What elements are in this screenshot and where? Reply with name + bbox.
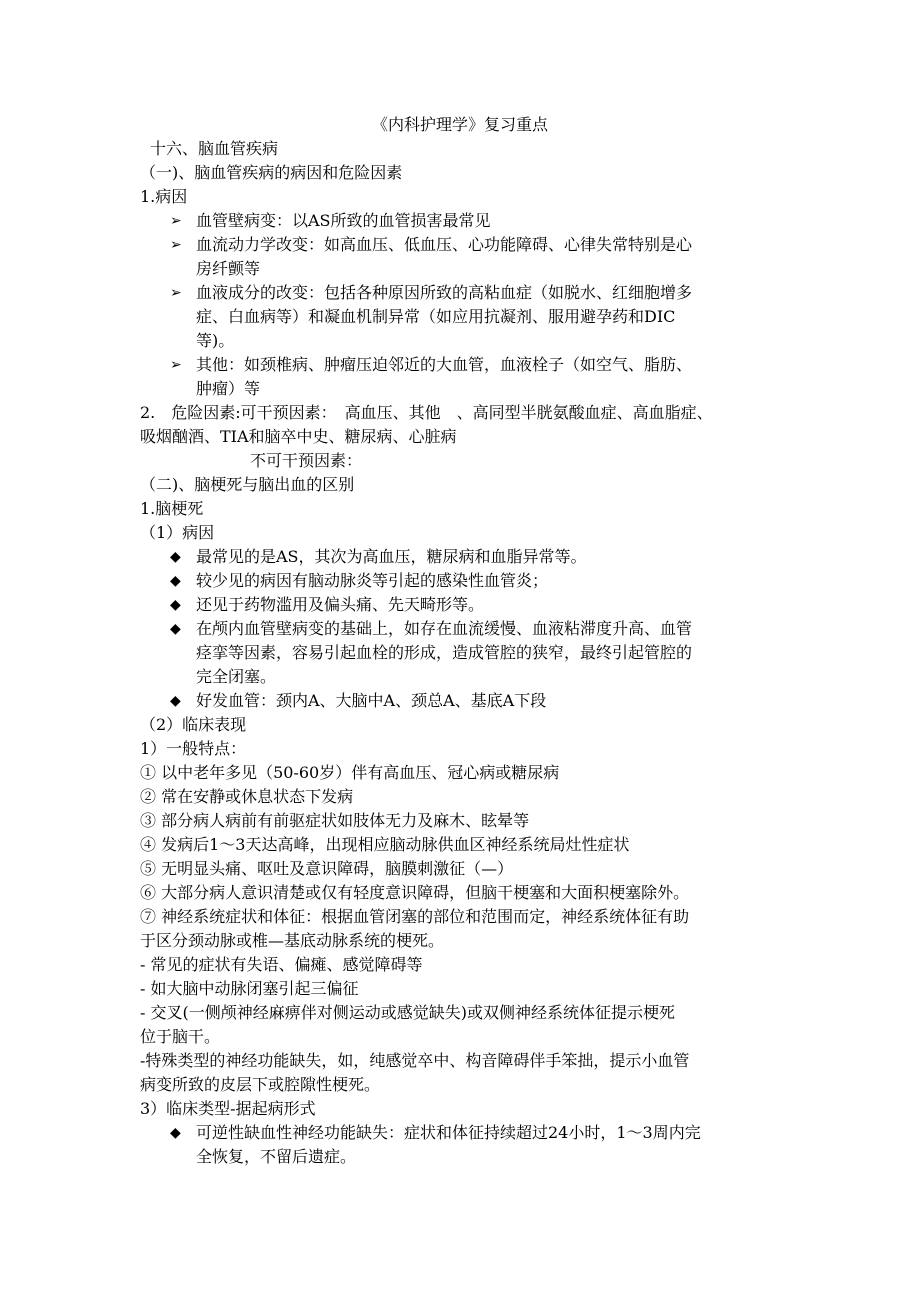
- list-item: 血流动力学改变：如高血压、低血压、心功能障碍、心律失常特别是心: [196, 235, 693, 254]
- feature-line: ⑥ 大部分病人意识清楚或仅有轻度意识障碍，但脑干梗塞和大面积梗塞除外。: [140, 883, 690, 902]
- list-item: 在颅内血管壁病变的基础上，如存在血流缓慢、血液粘滞度升高、血管: [196, 619, 693, 638]
- list-item: 可逆性缺血性神经功能缺失：症状和体征持续超过24小时，1～3周内完: [196, 1123, 701, 1142]
- feature-line: -特殊类型的神经功能缺失，如，纯感觉卒中、构音障碍伴手笨拙，提示小血管: [140, 1051, 690, 1070]
- feature-line: - 如大脑中动脉闭塞引起三偏征: [140, 979, 359, 998]
- subsection-heading: 1）一般特点：: [140, 739, 247, 758]
- subsection-heading: 1.脑梗死: [140, 499, 204, 518]
- arrow-bullet-icon: ➢: [170, 237, 182, 253]
- part-heading: （一)、脑血管疾病的病因和危险因素: [140, 163, 403, 182]
- paragraph: 吸烟酗酒、TIA和脑卒中史、糖尿病、心脏病: [140, 427, 457, 446]
- list-item-continued: 等)。: [196, 331, 235, 350]
- arrow-bullet-icon: ➢: [170, 357, 182, 373]
- diamond-bullet-icon: ◆: [170, 573, 181, 589]
- feature-line: 位于脑干。: [140, 1027, 221, 1046]
- list-item-continued: 房纤颤等: [196, 259, 261, 278]
- page-title: 《内科护理学》复习重点: [371, 115, 548, 134]
- list-item-continued: 痉挛等因素，容易引起血栓的形成，造成管腔的狭窄，最终引起管腔的: [196, 643, 693, 662]
- feature-line: 病变所致的皮层下或腔隙性梗死。: [140, 1075, 381, 1094]
- list-item: 较少见的病因有脑动脉炎等引起的感染性血管炎；: [196, 571, 549, 590]
- subsection-heading: 3）临床类型-据起病形式: [140, 1099, 316, 1118]
- feature-line: ③ 部分病人病前有前驱症状如肢体无力及麻木、眩晕等: [140, 811, 530, 830]
- part-heading: （二)、脑梗死与脑出血的区别: [140, 475, 355, 494]
- feature-line: 于区分颈动脉或椎—基底动脉系统的梗死。: [140, 931, 445, 950]
- feature-line: ① 以中老年多见（50-60岁）伴有高血压、冠心病或糖尿病: [140, 763, 560, 782]
- diamond-bullet-icon: ◆: [170, 693, 181, 709]
- list-item: 最常见的是AS，其次为高血压，糖尿病和血脂异常等。: [196, 547, 587, 566]
- paragraph: 不可干预因素：: [250, 451, 363, 470]
- feature-line: ④ 发病后1～3天达高峰，出现相应脑动脉供血区神经系统局灶性症状: [140, 835, 630, 854]
- list-item: 还见于药物滥用及偏头痛、先天畸形等。: [196, 595, 485, 614]
- arrow-bullet-icon: ➢: [170, 285, 182, 301]
- list-item: 血液成分的改变：包括各种原因所致的高粘血症（如脱水、红细胞增多: [196, 283, 693, 302]
- list-item: 其他：如颈椎病、肿瘤压迫邻近的大血管，血液栓子（如空气、脂肪、: [196, 355, 693, 374]
- subsection-heading: 1.病因: [140, 187, 188, 206]
- paragraph: 2. 危险因素:可干预因素： 高血压、其他 、高同型半胱氨酸血症、高血脂症、: [140, 403, 713, 422]
- arrow-bullet-icon: ➢: [170, 213, 182, 229]
- feature-line: ⑤ 无明显头痛、呕吐及意识障碍，脑膜刺激征（—）: [140, 859, 514, 878]
- feature-line: ② 常在安静或休息状态下发病: [140, 787, 354, 806]
- diamond-bullet-icon: ◆: [170, 597, 181, 613]
- list-item: 血管壁病变：以AS所致的血管损害最常见: [196, 211, 491, 230]
- diamond-bullet-icon: ◆: [170, 621, 181, 637]
- feature-line: - 交叉(一侧颅神经麻痹伴对侧运动或感觉缺失)或双侧神经系统体征提示梗死: [140, 1003, 675, 1022]
- list-item-continued: 全恢复，不留后遗症。: [196, 1147, 357, 1166]
- subsection-heading: （1）病因: [140, 523, 215, 542]
- feature-line: - 常见的症状有失语、偏瘫、感觉障碍等: [140, 955, 423, 974]
- diamond-bullet-icon: ◆: [170, 1125, 181, 1141]
- list-item-continued: 肿瘤）等: [196, 379, 261, 398]
- diamond-bullet-icon: ◆: [170, 549, 181, 565]
- feature-line: ⑦ 神经系统症状和体征：根据血管闭塞的部位和范围而定，神经系统体征有助: [140, 907, 690, 926]
- subsection-heading: （2）临床表现: [140, 715, 247, 734]
- list-item-continued: 完全闭塞。: [196, 667, 277, 686]
- list-item-continued: 症、白血病等）和凝血机制异常（如应用抗凝剂、服用避孕药和DIC: [196, 307, 676, 326]
- list-item: 好发血管：颈内A、大脑中A、颈总A、基底A下段: [196, 691, 547, 710]
- section-heading: 十六、脑血管疾病: [150, 139, 279, 158]
